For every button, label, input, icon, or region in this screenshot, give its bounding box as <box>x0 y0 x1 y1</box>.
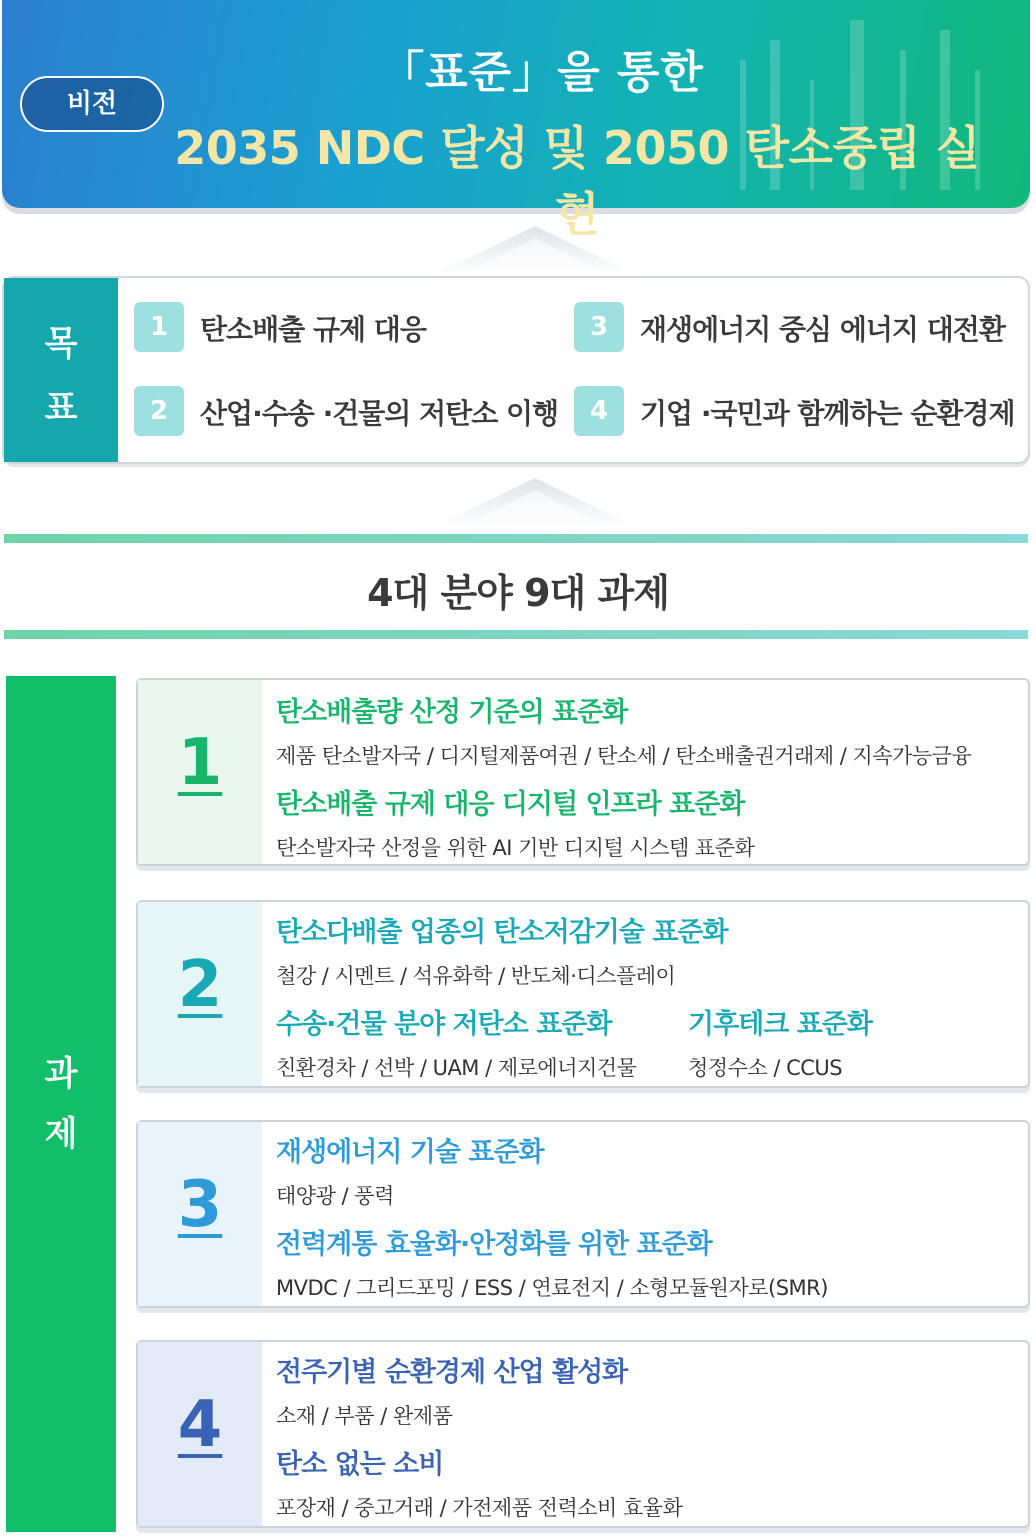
task-card-2 <box>136 900 1030 1088</box>
card-number: 3 <box>177 1168 223 1242</box>
task-subtitle: 친환경차 / 선박 / UAM / 제로에너지건물 <box>276 1056 637 1080</box>
task-title: 탄소배출량 산정 기준의 표준화 <box>276 697 628 728</box>
section-title: 4대 분야 9대 과제 <box>367 571 669 615</box>
connector-arrow-2 <box>430 476 640 528</box>
task-card-3 <box>136 1120 1030 1308</box>
goal-text: 기업 ·국민과 함께하는 순환경제 <box>640 397 1015 430</box>
task-subtitle: 탄소발자국 산정을 위한 AI 기반 디지털 시스템 표준화 <box>276 836 755 860</box>
goal-number: 4 <box>574 386 624 436</box>
card-number: 4 <box>177 1388 223 1462</box>
vision-banner <box>2 0 1030 241</box>
task-title: 탄소배출 규제 대응 디지털 인프라 표준화 <box>276 789 745 820</box>
vision-badge: 비전 <box>20 76 164 132</box>
section-divider-top <box>4 534 1028 543</box>
task-subtitle: MVDC / 그리드포밍 / ESS / 연료전지 / 소형모듈원자로(SMR) <box>276 1276 828 1300</box>
task-card-1 <box>136 678 1030 866</box>
tasks-side-label <box>6 676 116 1532</box>
goals-side-char2: 표 <box>44 388 78 428</box>
card-number-panel <box>138 1122 262 1306</box>
task-title: 기후테크 표준화 <box>688 1009 872 1040</box>
card-number-panel <box>138 680 262 864</box>
goals-side-label <box>4 278 118 462</box>
goal-text: 산업·수송 ·건물의 저탄소 이행 <box>200 397 559 430</box>
vision-line1: 「표준」을 통한 <box>380 47 704 98</box>
tasks-side-char1: 과 <box>44 1054 78 1094</box>
task-title: 탄소다배출 업종의 탄소저감기술 표준화 <box>276 917 728 948</box>
task-subtitle: 제품 탄소발자국 / 디지털제품여권 / 탄소세 / 탄소배출권거래제 / 지속가능금융 <box>276 744 972 768</box>
task-subtitle: 소재 / 부품 / 완제품 <box>276 1404 453 1428</box>
tasks-side-char2: 제 <box>44 1114 78 1154</box>
vision-line2: 2035 NDC 달성 및 2050 탄소중립 실현 <box>174 121 980 241</box>
goal-number: 1 <box>134 302 184 352</box>
goal-text: 탄소배출 규제 대응 <box>200 313 426 346</box>
section-divider-bottom <box>4 630 1028 639</box>
goal-number: 2 <box>134 386 184 436</box>
goal-text: 재생에너지 중심 에너지 대전환 <box>640 313 1005 346</box>
goal-number: 3 <box>574 302 624 352</box>
task-title: 전주기별 순환경제 산업 활성화 <box>276 1357 628 1388</box>
card-number-panel <box>138 1342 262 1526</box>
card-number: 1 <box>177 726 223 800</box>
task-subtitle: 포장재 / 중고거래 / 가전제품 전력소비 효율화 <box>276 1496 683 1520</box>
task-subtitle: 철강 / 시멘트 / 석유화학 / 반도체·디스플레이 <box>276 964 676 988</box>
goals-panel <box>2 276 1030 464</box>
task-subtitle: 태양광 / 풍력 <box>276 1184 394 1208</box>
task-title: 재생에너지 기술 표준화 <box>276 1137 544 1168</box>
card-number: 2 <box>177 948 223 1022</box>
task-title: 전력계통 효율화·안정화를 위한 표준화 <box>276 1229 712 1260</box>
task-title: 탄소 없는 소비 <box>276 1449 444 1480</box>
task-title: 수송·건물 분야 저탄소 표준화 <box>276 1009 612 1040</box>
goals-side-char1: 목 <box>44 324 78 364</box>
connector-arrow-1 <box>430 224 640 276</box>
card-number-panel <box>138 902 262 1086</box>
task-card-4 <box>136 1340 1030 1528</box>
task-subtitle: 청정수소 / CCUS <box>688 1056 843 1080</box>
